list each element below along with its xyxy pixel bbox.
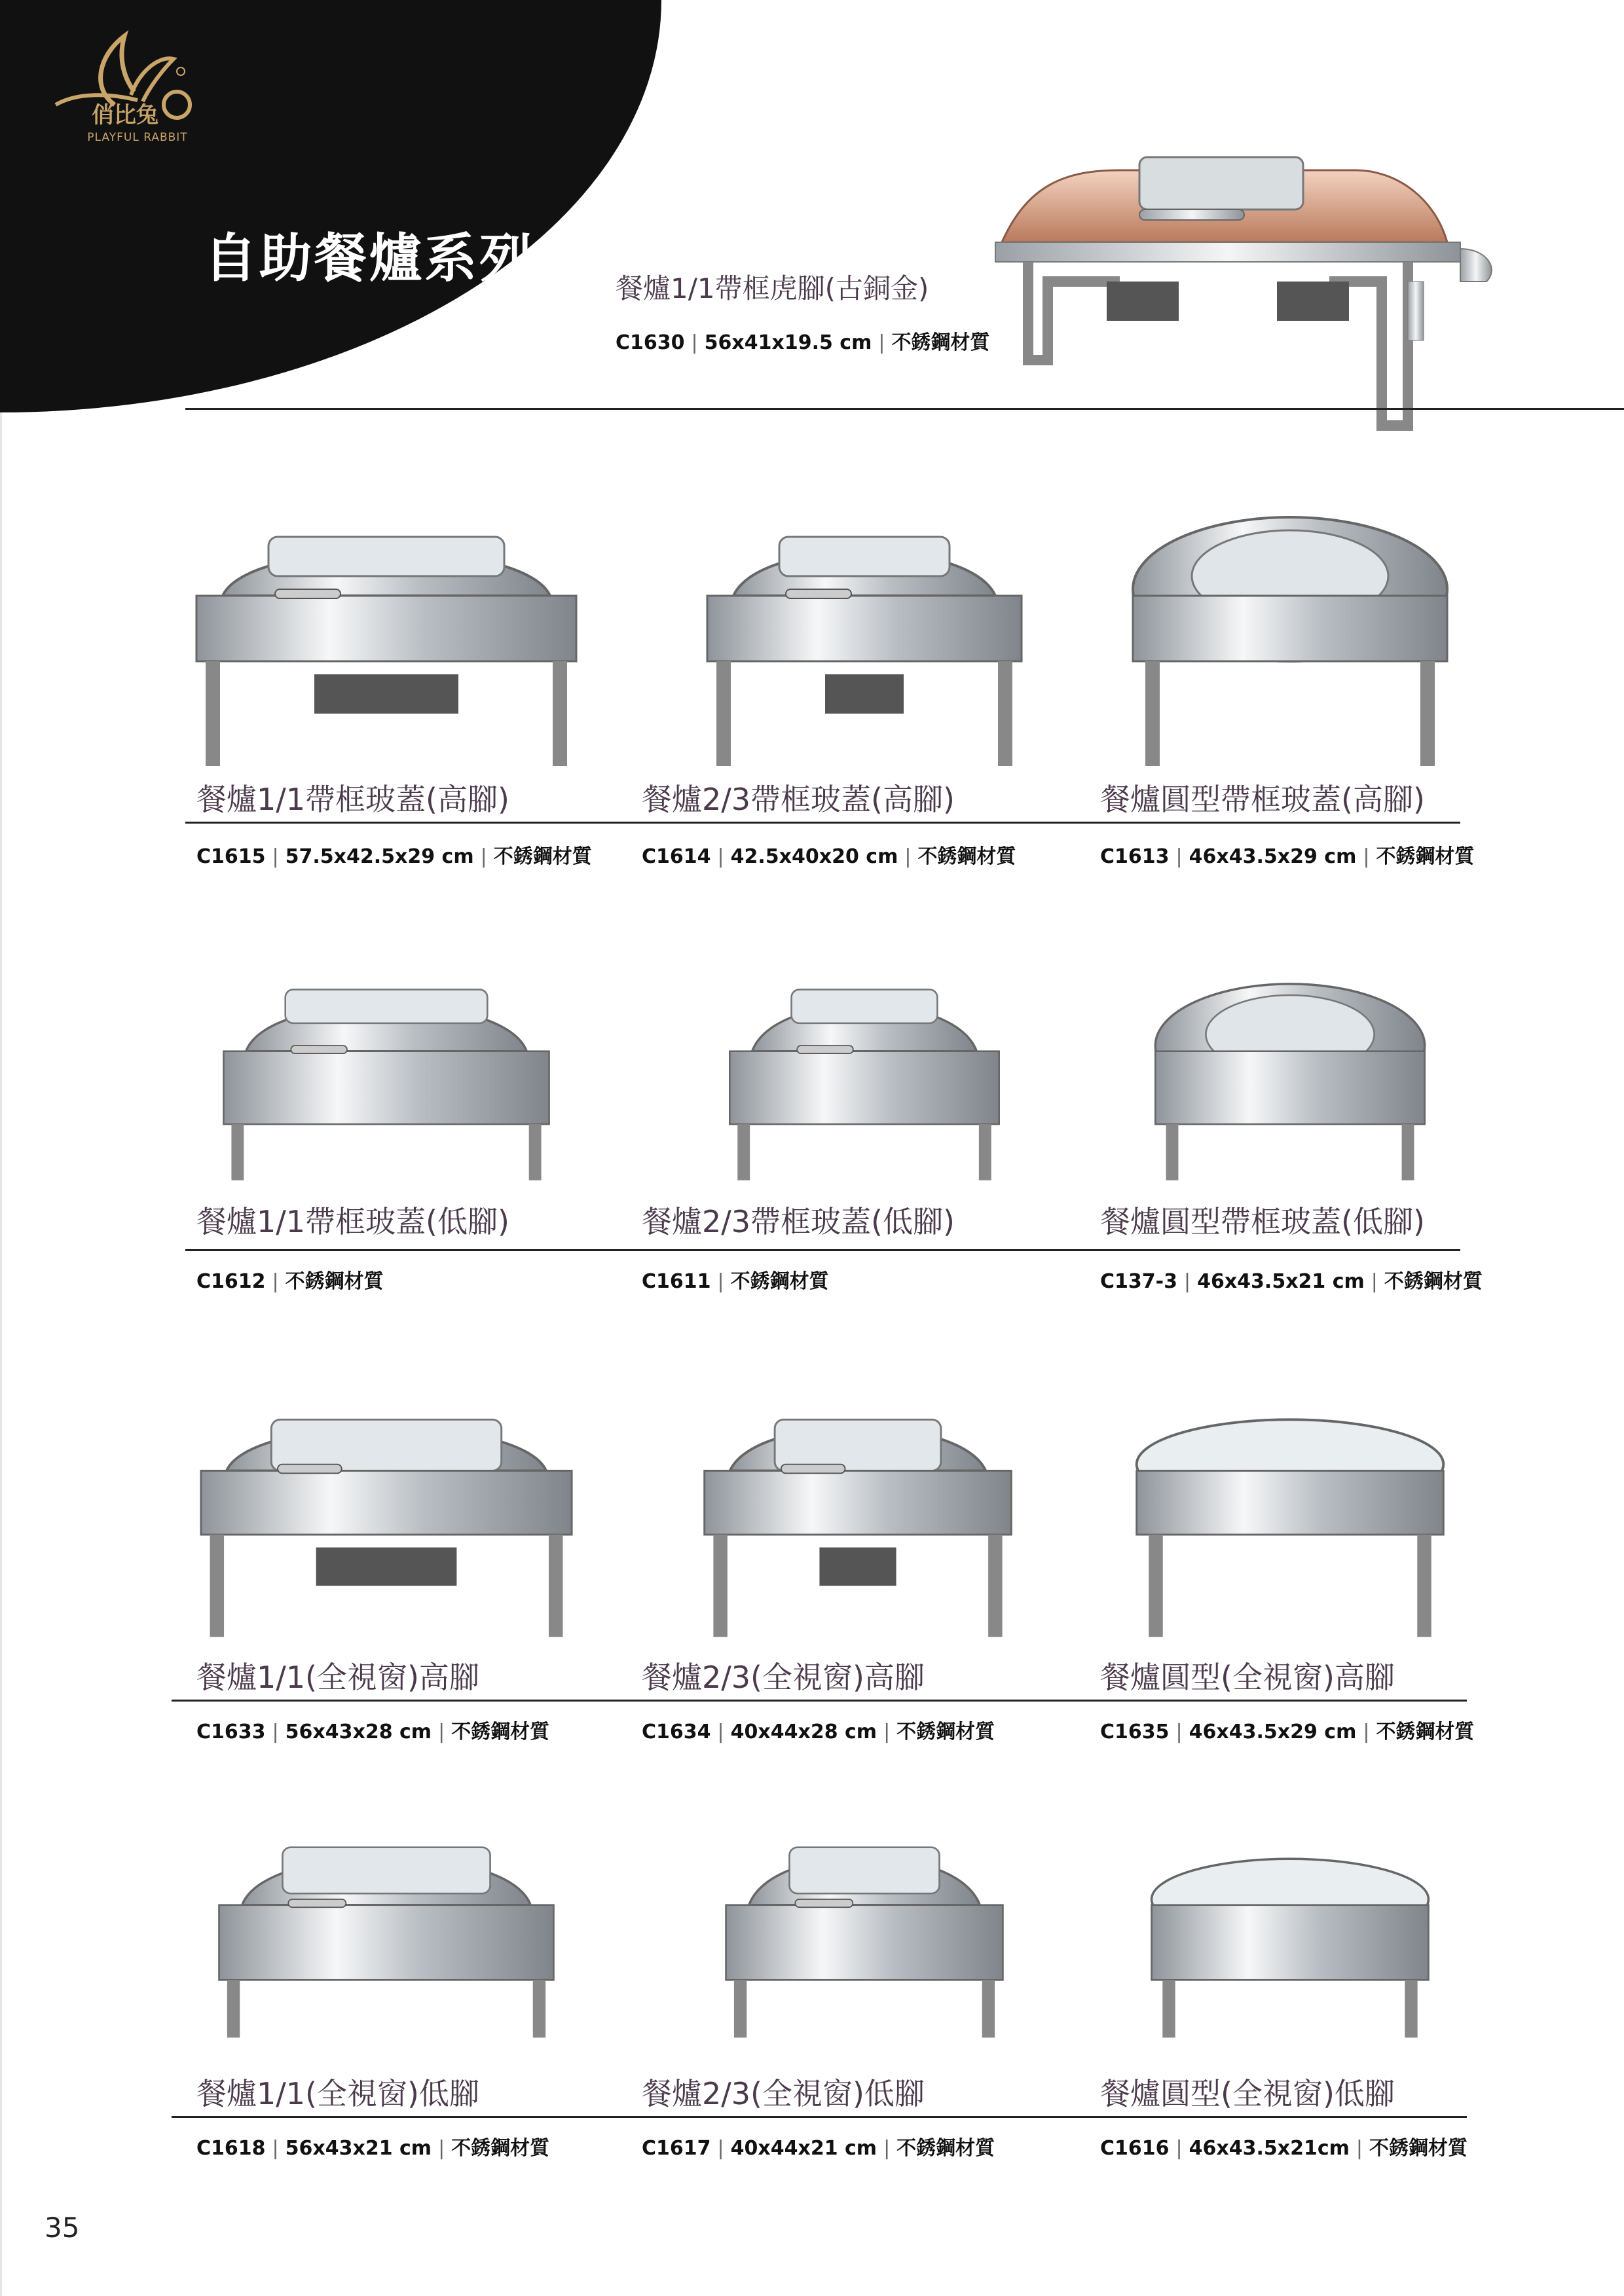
product-image xyxy=(1094,956,1486,1194)
product-name: 餐爐2/3(全視窗)低腳 xyxy=(642,2076,925,2111)
product-name: 餐爐2/3帶框玻蓋(低腳) xyxy=(642,1204,955,1239)
spec-separator: | xyxy=(883,2137,891,2160)
product-code: C1635 xyxy=(1100,1721,1170,1743)
product-size: 56x41x19.5 cm xyxy=(704,331,872,354)
product-code: C1611 xyxy=(642,1270,711,1293)
product-code: C1615 xyxy=(196,845,266,868)
product-code: C137-3 xyxy=(1100,1270,1177,1293)
product-code: C1616 xyxy=(1100,2137,1170,2160)
spec-separator: | xyxy=(717,2137,724,2160)
spec-separator: | xyxy=(438,2137,445,2160)
product-spec xyxy=(642,840,1016,869)
product-name: 餐爐圓型帶框玻蓋(高腳) xyxy=(1100,782,1425,817)
product-code: C1618 xyxy=(196,2137,266,2160)
product-material: 不銹鋼材質 xyxy=(896,1721,995,1743)
product-image xyxy=(190,498,583,775)
brand-name-cn: 俏比兔 xyxy=(92,102,158,128)
product-code: C1612 xyxy=(196,1270,266,1293)
product-material: 不銹鋼材質 xyxy=(1384,1270,1483,1293)
product-spec xyxy=(1100,2132,1467,2160)
product-image xyxy=(1094,1807,1486,2052)
product-material: 不銹鋼材質 xyxy=(451,2137,550,2160)
product-name: 餐爐圓型(全視窗)低腳 xyxy=(1100,2076,1395,2111)
product-code: C1633 xyxy=(196,1721,266,1743)
product-image xyxy=(1094,1375,1486,1646)
product-material: 不銹鋼材質 xyxy=(891,331,990,354)
product-size: 46x43.5x29 cm xyxy=(1189,845,1357,868)
row-divider xyxy=(185,1249,1460,1251)
product-spec xyxy=(642,2132,995,2160)
spec-separator: | xyxy=(1183,1270,1191,1293)
product-size: 57.5x42.5x29 cm xyxy=(285,845,474,868)
product-material: 不銹鋼材質 xyxy=(493,845,592,868)
product-material: 不銹鋼材質 xyxy=(1376,1721,1475,1743)
page-edge xyxy=(0,412,2,2296)
product-spec xyxy=(1100,1265,1483,1294)
product-spec xyxy=(642,1715,995,1744)
product-spec xyxy=(1100,840,1474,869)
product-material: 不銹鋼材質 xyxy=(285,1270,384,1293)
spec-separator: | xyxy=(1371,1270,1378,1293)
spec-separator: | xyxy=(272,2137,279,2160)
spec-separator: | xyxy=(1175,845,1183,868)
product-image xyxy=(190,1375,583,1646)
product-material: 不銹鋼材質 xyxy=(917,845,1016,868)
product-image xyxy=(668,1807,1061,2052)
product-spec xyxy=(196,1715,549,1744)
spec-separator: | xyxy=(904,845,912,868)
product-image xyxy=(661,1375,1054,1646)
spec-separator: | xyxy=(717,845,724,868)
spec-separator: | xyxy=(1356,2137,1363,2160)
product-name: 餐爐1/1帶框玻蓋(高腳) xyxy=(196,782,509,817)
product-name: 餐爐1/1(全視窗)低腳 xyxy=(196,2076,479,2111)
product-size: 40x44x21 cm xyxy=(730,2137,877,2160)
featured-product-spec: C1630 | 56x41x19.5 cm | 不銹鋼材質 xyxy=(616,331,990,354)
spec-separator: | xyxy=(1363,845,1370,868)
product-size: 56x43x28 cm xyxy=(285,1721,432,1743)
row-divider xyxy=(172,2116,1467,2118)
page-title: 自助餐爐系列 xyxy=(204,228,534,289)
product-name: 餐爐1/1(全視窗)高腳 xyxy=(196,1660,479,1695)
header-divider xyxy=(185,408,1624,410)
product-size: 40x44x28 cm xyxy=(730,1721,877,1743)
spec-separator: | xyxy=(272,1270,279,1293)
spec-separator: | xyxy=(438,1721,445,1743)
page-number: 35 xyxy=(45,2212,80,2244)
product-size: 56x43x21 cm xyxy=(285,2137,432,2160)
product-code: C1634 xyxy=(642,1721,711,1743)
spec-separator: | xyxy=(272,1721,279,1743)
product-size: 46x43.5x21cm xyxy=(1189,2137,1350,2160)
product-code: C1617 xyxy=(642,2137,711,2160)
chafing-dish-gold-image xyxy=(989,144,1500,439)
product-name: 餐爐1/1帶框玻蓋(低腳) xyxy=(196,1204,509,1239)
product-spec xyxy=(642,1265,829,1294)
product-image xyxy=(1094,498,1486,775)
product-material: 不銹鋼材質 xyxy=(1369,2137,1467,2160)
product-material: 不銹鋼材質 xyxy=(451,1721,550,1743)
spec-separator: | xyxy=(272,845,279,868)
product-spec xyxy=(196,840,592,869)
product-material: 不銹鋼材質 xyxy=(730,1270,829,1293)
product-spec xyxy=(196,1265,384,1294)
featured-product-name: 餐爐1/1帶框虎腳(古銅金) xyxy=(616,272,929,304)
spec-separator: | xyxy=(1363,1721,1370,1743)
product-size: 46x43.5x21 cm xyxy=(1197,1270,1365,1293)
product-image xyxy=(190,1807,583,2052)
spec-separator: | xyxy=(717,1270,724,1293)
product-code: C1613 xyxy=(1100,845,1170,868)
product-code: C1614 xyxy=(642,845,711,868)
product-material: 不銹鋼材質 xyxy=(1376,845,1475,868)
product-size: 42.5x40x20 cm xyxy=(730,845,898,868)
product-material: 不銹鋼材質 xyxy=(896,2137,995,2160)
row-divider xyxy=(185,822,1460,824)
product-image xyxy=(668,956,1061,1194)
product-image xyxy=(668,498,1061,775)
product-spec xyxy=(1100,1715,1474,1744)
product-size: 46x43.5x29 cm xyxy=(1189,1721,1357,1743)
product-name: 餐爐圓型帶框玻蓋(低腳) xyxy=(1100,1204,1425,1239)
product-name: 餐爐圓型(全視窗)高腳 xyxy=(1100,1660,1395,1695)
product-name: 餐爐2/3帶框玻蓋(高腳) xyxy=(642,782,955,817)
brand-name-en: PLAYFUL RABBIT xyxy=(87,131,188,144)
product-name: 餐爐2/3(全視窗)高腳 xyxy=(642,1660,925,1695)
spec-separator: | xyxy=(480,845,487,868)
spec-separator: | xyxy=(883,1721,891,1743)
spec-separator: | xyxy=(1175,2137,1183,2160)
row-divider xyxy=(172,1700,1467,1702)
spec-separator: | xyxy=(1175,1721,1183,1743)
spec-separator: | xyxy=(717,1721,724,1743)
product-code: C1630 xyxy=(616,331,685,354)
product-spec xyxy=(196,2132,549,2160)
product-image xyxy=(190,956,583,1194)
